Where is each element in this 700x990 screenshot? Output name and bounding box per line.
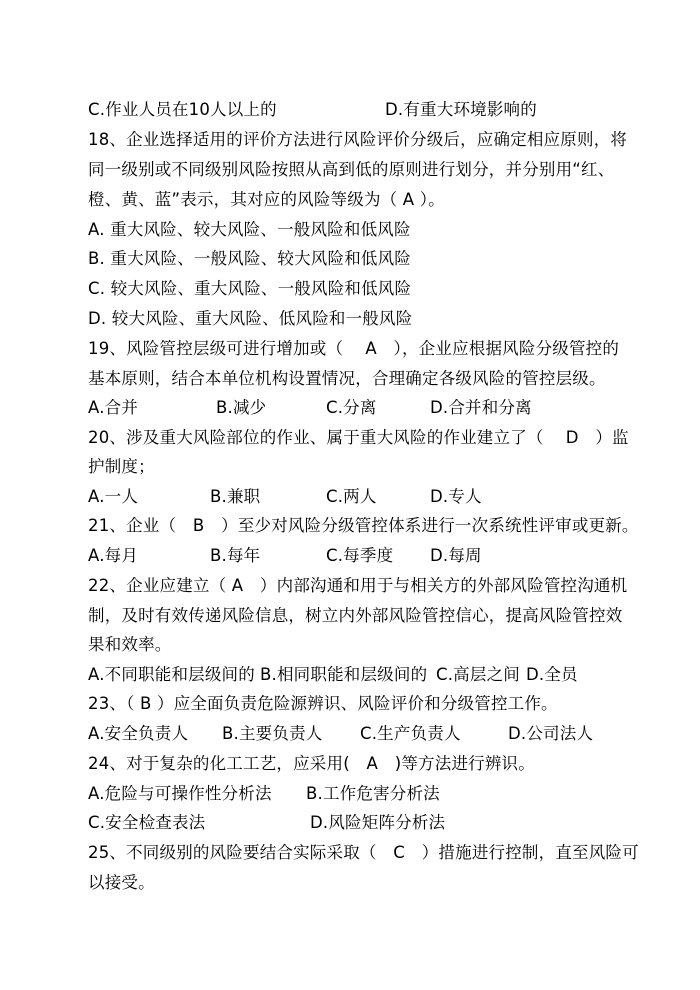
q18-option-a: A. 重大风险、较大风险、一般风险和低风险 [88, 220, 411, 239]
q21-option-d: D.每周 [430, 546, 482, 565]
q23-option-c: C.生产负责人 [360, 724, 461, 743]
q21-option-b: B.每年 [210, 546, 261, 565]
q22-option-d: D.全员 [526, 665, 578, 684]
q22-stem-line-3: 果和效率。 [88, 635, 172, 654]
q22-option-c: C.高层之间 [436, 665, 520, 684]
q22-option-b: B.相同职能和层级间的 [260, 665, 428, 684]
q20-stem-line-2: 护制度； [88, 457, 155, 476]
q20-stem-line-1: 20、涉及重大风险部位的作业、属于重大风险的作业建立了（ D ）监 [88, 428, 629, 447]
q23-option-b: B.主要负责人 [222, 724, 323, 743]
q19-option-b: B.减少 [216, 398, 267, 417]
q24-option-c: C.安全检查表法 [88, 813, 206, 832]
q18-stem-line-2: 同一级别或不同级别风险按照从高到低的原则进行划分，并分别用“红、 [88, 160, 615, 179]
q19-option-d: D.合并和分离 [430, 398, 532, 417]
q19-option-c: C.分离 [326, 398, 377, 417]
q22-option-a: A.不同职能和层级间的 [88, 665, 255, 684]
q21-stem-line-1: 21、企业（ B ）至少对风险分级管控体系进行一次系统性评审或更新。 [88, 516, 639, 535]
q19-stem-line-2: 基本原则，结合本单位机构设置情况，合理确定各级风险的管控层级。 [88, 369, 606, 388]
q19-option-a: A.合并 [88, 398, 139, 417]
q22-stem-line-1: 22、企业应建立（ A ）内部沟通和用于与相关方的外部风险管控沟通机 [88, 576, 628, 595]
q21-option-a: A.每月 [88, 546, 139, 565]
q18-option-b: B. 重大风险、一般风险、较大风险和低风险 [88, 249, 412, 268]
q23-option-a: A.安全负责人 [88, 724, 189, 743]
q17-option-c: C.作业人员在10人以上的 [88, 100, 277, 119]
q17-option-d: D.有重大环境影响的 [385, 100, 537, 119]
q20-option-b: B.兼职 [210, 487, 261, 506]
q20-option-a: A.一人 [88, 487, 139, 506]
q24-stem-line-1: 24、对于复杂的化工工艺，应采用( A )等方法进行辨识。 [88, 754, 535, 773]
q24-option-b: B.工作危害分析法 [306, 784, 440, 803]
q18-option-c: C. 较大风险、重大风险、一般风险和低风险 [88, 279, 412, 298]
q25-stem-line-1: 25、不同级别的风险要结合实际采取（ C ）措施进行控制，直至风险可 [88, 843, 639, 862]
q18-option-d: D. 较大风险、重大风险、低风险和一般风险 [88, 309, 413, 328]
q24-option-a: A.危险与可操作性分析法 [88, 784, 272, 803]
q19-stem-line-1: 19、风险管控层级可进行增加或（ A ），企业应根据风险分级管控的 [88, 339, 620, 358]
q22-stem-line-2: 制，及时有效传递风险信息，树立内外部风险管控信心，提高风险管控效 [88, 606, 623, 625]
q18-stem-line-1: 18、企业选择适用的评价方法进行风险评价分级后，应确定相应原则，将 [88, 130, 628, 149]
q20-option-c: C.两人 [326, 487, 377, 506]
q20-option-d: D.专人 [430, 487, 482, 506]
q24-option-d: D.风险矩阵分析法 [310, 813, 446, 832]
q18-stem-line-3: 橙、黄、蓝”表示，其对应的风险等级为（ A ）。 [88, 190, 445, 209]
q23-option-d: D.公司法人 [508, 724, 594, 743]
q21-option-c: C.每季度 [326, 546, 394, 565]
q25-stem-line-2: 以接受。 [88, 873, 155, 892]
q23-stem-line-1: 23、（ B ）应全面负责危险源辨识、风险评价和分级管控工作。 [88, 694, 558, 713]
